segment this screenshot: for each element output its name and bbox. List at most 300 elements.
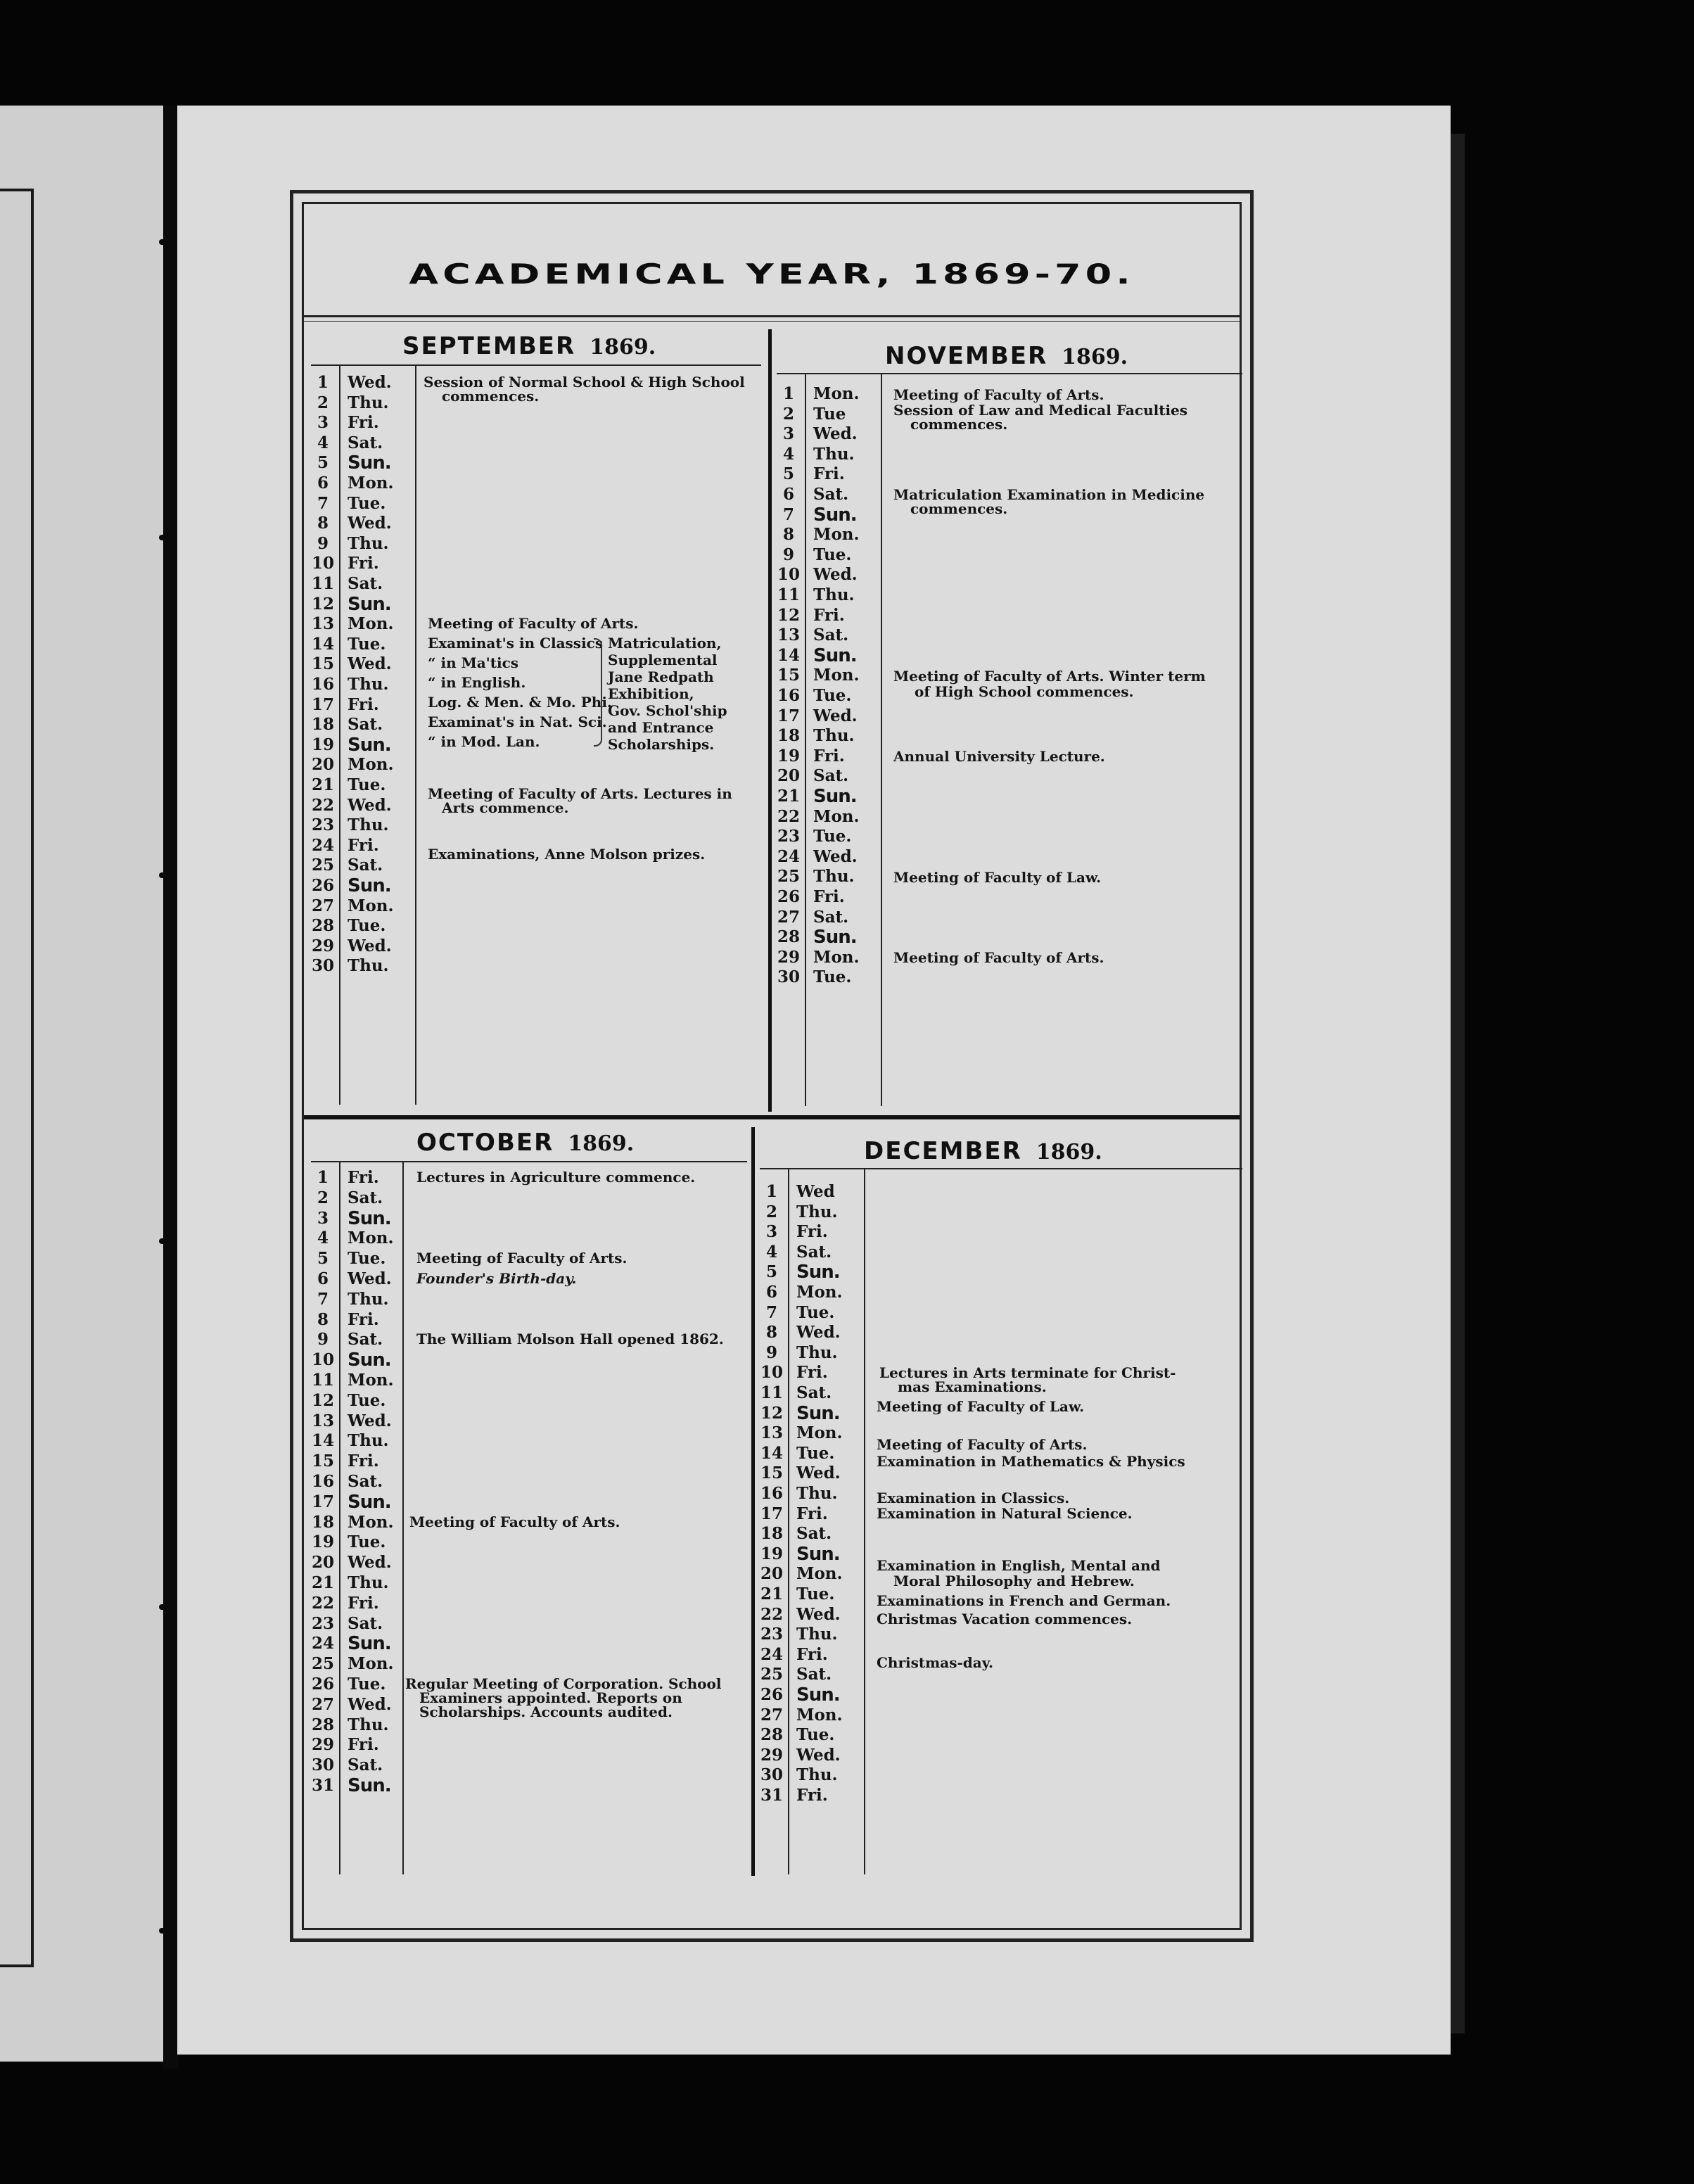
weekday: Thu.	[813, 444, 855, 464]
event-text: Meeting of Faculty of Arts.	[416, 1250, 628, 1266]
day-number: 9	[782, 545, 794, 564]
weekday: Fri.	[796, 1786, 828, 1805]
day-number: 27	[777, 907, 800, 927]
event-text: Scholarships. Accounts audited.	[419, 1703, 673, 1720]
weekday: Sat.	[348, 1613, 383, 1633]
day-row	[760, 1543, 840, 1565]
month-header-rule	[760, 1168, 1242, 1169]
day-number: 14	[311, 1431, 334, 1451]
day-number: 2	[317, 1188, 329, 1207]
month-header-rule	[311, 364, 761, 366]
day-row	[311, 393, 389, 412]
day-number: 3	[782, 424, 794, 444]
day-row	[760, 1564, 843, 1584]
weekday: Tue.	[348, 916, 386, 936]
day-number: 21	[311, 1573, 334, 1592]
brace	[594, 638, 602, 747]
weekday: Tue.	[813, 545, 852, 564]
stitch-mark	[159, 872, 179, 878]
day-number: 18	[311, 715, 334, 735]
month-name: DECEMBER	[864, 1137, 1022, 1165]
day-row	[311, 533, 389, 553]
weekday: Wed.	[348, 654, 392, 674]
day-number: 23	[777, 827, 800, 846]
day-row	[777, 706, 858, 725]
day-row	[777, 746, 845, 766]
day-number: 22	[311, 1593, 334, 1613]
day-row	[311, 514, 392, 533]
day-number: 12	[311, 1390, 334, 1410]
day-row	[777, 927, 857, 948]
weekday: Sat.	[813, 766, 849, 786]
day-row	[311, 1309, 379, 1329]
weekday: Fri.	[813, 746, 845, 766]
day-number: 17	[777, 706, 800, 725]
day-row	[760, 1443, 835, 1463]
event-text: Lectures in Arts terminate for Christ-	[879, 1364, 1176, 1381]
day-row	[311, 734, 391, 756]
day-row	[311, 413, 379, 433]
day-row	[311, 1654, 394, 1674]
day-number: 15	[777, 666, 800, 685]
weekday: Thu.	[348, 815, 389, 835]
day-number: 14	[760, 1443, 783, 1463]
day-number: 13	[760, 1423, 783, 1443]
weekday: Wed.	[348, 936, 392, 956]
weekday: Sun.	[348, 1207, 391, 1229]
day-number: 19	[311, 1532, 334, 1552]
weekday: Tue.	[813, 686, 852, 705]
day-number: 15	[311, 654, 334, 674]
event-text-italic: Founder's Birth-day.	[416, 1270, 577, 1287]
weekday: Thu.	[348, 1431, 389, 1451]
weekday: Wed.	[796, 1604, 841, 1624]
weekday: Mon.	[348, 896, 394, 915]
event-text: Examination in Mathematics & Physics	[877, 1453, 1185, 1470]
day-number: 22	[777, 806, 800, 826]
day-number: 5	[782, 464, 794, 484]
day-number: 25	[777, 867, 800, 887]
day-row	[311, 1675, 386, 1694]
day-number: 27	[311, 1694, 334, 1714]
weekday: Fri.	[348, 1168, 379, 1187]
weekday: Sat.	[348, 1188, 383, 1207]
month-year: 1869.	[1062, 345, 1128, 369]
weekday: Mon.	[348, 1654, 394, 1674]
day-number: 16	[311, 675, 334, 694]
event-text: Matriculation,	[608, 635, 722, 652]
day-number: 1	[317, 373, 329, 392]
day-number: 8	[317, 514, 329, 533]
day-row	[777, 645, 857, 666]
weekday: Tue.	[813, 967, 852, 987]
day-row	[760, 1242, 832, 1262]
weekday-rule	[402, 1162, 404, 1874]
day-row	[777, 766, 849, 786]
weekday: Mon.	[813, 384, 860, 403]
weekday: Wed	[796, 1182, 835, 1201]
event-text: Meeting of Faculty of Arts.	[893, 386, 1104, 403]
weekday: Sat.	[348, 1330, 383, 1350]
day-number: 19	[777, 746, 800, 766]
day-number: 26	[311, 876, 334, 895]
event-text: Regular Meeting of Corporation. School	[405, 1675, 722, 1692]
weekday: Mon.	[348, 755, 394, 775]
day-number: 20	[760, 1564, 783, 1584]
day-row	[777, 827, 852, 846]
weekday: Wed.	[796, 1745, 841, 1765]
weekday: Mon.	[796, 1564, 843, 1584]
event-text: Examinations, Anne Molson prizes.	[428, 846, 706, 863]
day-row	[760, 1786, 828, 1805]
day-number: 18	[760, 1524, 783, 1544]
day-number: 1	[782, 384, 794, 403]
weekday: Fri.	[348, 1452, 379, 1471]
day-number: 24	[760, 1644, 783, 1664]
day-number-rule	[805, 374, 806, 1106]
day-number: 31	[311, 1776, 334, 1795]
event-text: Examinations in French and German.	[877, 1592, 1171, 1609]
day-number: 11	[311, 1371, 334, 1390]
day-row	[760, 1464, 841, 1483]
day-number: 20	[311, 755, 334, 775]
weekday: Thu.	[796, 1765, 838, 1785]
event-text: Examination in Natural Science.	[877, 1505, 1133, 1522]
day-row	[311, 1613, 383, 1633]
day-number: 18	[311, 1512, 334, 1532]
day-row	[311, 956, 389, 976]
month-october	[311, 1126, 747, 1879]
day-number: 24	[777, 846, 800, 866]
day-row	[311, 1330, 383, 1350]
day-row	[311, 1168, 379, 1187]
day-row	[760, 1745, 841, 1765]
event-text: Session of Law and Medical Faculties	[893, 402, 1188, 419]
day-row	[777, 545, 852, 564]
weekday: Sat.	[348, 1756, 383, 1775]
weekday: Sun.	[813, 504, 857, 526]
facing-page-frame	[0, 189, 34, 1967]
day-row	[311, 1573, 389, 1592]
day-number: 6	[317, 1269, 329, 1288]
event-text: Meeting of Faculty of Arts.	[893, 949, 1104, 966]
day-row	[311, 1756, 383, 1775]
event-text: Examinat's in Nat. Sci.	[428, 713, 607, 730]
day-row	[311, 614, 394, 634]
day-row	[311, 755, 394, 775]
event-text: Meeting of Faculty of Arts.	[877, 1436, 1088, 1453]
weekday: Fri.	[813, 605, 845, 625]
event-text: Annual University Lecture.	[893, 748, 1105, 765]
day-row	[760, 1222, 828, 1242]
weekday: Sun.	[813, 927, 857, 948]
day-row	[777, 846, 858, 866]
weekday: Sun.	[348, 734, 391, 756]
day-number: 13	[311, 1411, 334, 1430]
day-number: 13	[777, 626, 800, 645]
day-number: 28	[311, 1715, 334, 1734]
weekday: Tue.	[348, 493, 386, 513]
column-divider-bottom	[751, 1127, 755, 1876]
day-row	[760, 1383, 832, 1402]
day-number: 11	[760, 1383, 783, 1402]
event-text: “ in English.	[428, 674, 526, 691]
day-row	[311, 856, 383, 875]
weekday: Sat.	[348, 856, 383, 875]
day-row	[311, 875, 391, 896]
month-september	[311, 325, 761, 1110]
day-number: 19	[760, 1544, 783, 1563]
day-number: 21	[777, 787, 800, 806]
day-number: 8	[782, 525, 794, 545]
day-number: 5	[317, 453, 329, 473]
day-row	[311, 1269, 392, 1288]
month-year: 1869.	[1036, 1140, 1102, 1164]
day-number: 4	[765, 1242, 777, 1262]
day-number: 22	[311, 795, 334, 815]
day-row	[777, 525, 860, 545]
weekday: Tue.	[348, 1532, 386, 1552]
weekday: Fri.	[796, 1363, 828, 1383]
day-number: 10	[311, 554, 334, 573]
weekday: Thu.	[796, 1484, 838, 1503]
day-row	[311, 835, 379, 855]
day-row	[311, 795, 392, 815]
day-number: 10	[777, 565, 800, 585]
day-row	[760, 1705, 843, 1725]
day-row	[311, 1249, 386, 1269]
weekday: Tue.	[348, 775, 386, 794]
day-number: 20	[311, 1553, 334, 1573]
month-title-september	[402, 332, 656, 360]
day-row	[777, 786, 857, 807]
weekday: Sun.	[813, 786, 857, 807]
day-row	[311, 1228, 394, 1248]
day-row	[311, 1491, 391, 1513]
day-number: 29	[760, 1745, 783, 1765]
day-number: 30	[311, 956, 334, 976]
weekday: Mon.	[813, 666, 860, 685]
weekday: Sun.	[348, 1633, 391, 1655]
day-number: 3	[317, 1208, 329, 1228]
day-row	[311, 775, 386, 794]
title-rule	[304, 315, 1240, 317]
day-number: 21	[311, 775, 334, 794]
day-row	[777, 726, 855, 746]
event-text: commences.	[442, 388, 540, 405]
weekday: Mon.	[348, 1228, 394, 1248]
day-number: 8	[765, 1323, 777, 1342]
day-row	[760, 1585, 835, 1604]
day-number: 9	[317, 533, 329, 553]
weekday: Thu.	[348, 956, 389, 976]
event-text: Scholarships.	[608, 736, 715, 753]
day-number: 28	[777, 927, 800, 947]
day-row	[311, 1694, 392, 1714]
section-divider	[304, 1115, 1240, 1119]
weekday: Fri.	[796, 1504, 828, 1523]
weekday: Thu.	[796, 1342, 838, 1362]
weekday: Sun.	[348, 875, 391, 896]
day-number: 12	[760, 1403, 783, 1423]
column-divider-top	[768, 329, 772, 1112]
calendar-frame-inner	[302, 202, 1242, 1930]
month-name: SEPTEMBER	[402, 332, 576, 360]
day-row	[760, 1625, 838, 1644]
day-row	[777, 887, 845, 906]
event-text: Examination in Classics.	[877, 1490, 1070, 1506]
day-row	[311, 452, 391, 474]
day-row	[311, 373, 392, 392]
event-text: “ in Ma'tics	[428, 654, 519, 671]
weekday: Tue.	[813, 827, 852, 846]
weekday: Thu.	[348, 393, 389, 412]
day-row	[777, 485, 849, 504]
day-row	[777, 867, 855, 887]
day-number: 4	[317, 433, 329, 452]
day-row	[311, 1775, 391, 1796]
event-text: Moral Philosophy and Hebrew.	[893, 1573, 1135, 1589]
weekday: Thu.	[796, 1202, 838, 1221]
weekday: Mon.	[813, 525, 860, 545]
weekday: Fri.	[348, 1735, 379, 1755]
day-number: 10	[760, 1363, 783, 1383]
day-row	[311, 1472, 383, 1491]
day-row	[311, 574, 383, 593]
day-number: 22	[760, 1604, 783, 1624]
day-row	[760, 1524, 832, 1544]
day-row	[777, 626, 849, 645]
day-row	[777, 947, 860, 967]
day-number: 28	[760, 1725, 783, 1745]
weekday: Tue.	[796, 1725, 835, 1745]
weekday: Sun.	[348, 1350, 391, 1371]
weekday: Tue	[813, 404, 846, 424]
weekday: Wed.	[813, 424, 858, 444]
day-number: 26	[777, 887, 800, 906]
page-edge-shadow	[1451, 134, 1465, 2033]
weekday: Mon.	[796, 1283, 843, 1302]
event-text: Meeting of Faculty of Law.	[877, 1398, 1085, 1415]
day-row	[311, 1350, 391, 1371]
day-number: 10	[311, 1350, 334, 1370]
day-number: 7	[765, 1302, 777, 1322]
weekday: Fri.	[813, 464, 845, 484]
weekday: Thu.	[813, 726, 855, 746]
weekday-rule	[864, 1169, 865, 1874]
day-row	[760, 1363, 828, 1383]
day-number: 2	[765, 1202, 777, 1221]
weekday: Sat.	[796, 1383, 832, 1402]
weekday: Wed.	[348, 373, 392, 392]
event-text: Meeting of Faculty of Arts.	[409, 1513, 620, 1530]
weekday: Sun.	[796, 1262, 840, 1283]
weekday: Sat.	[796, 1242, 832, 1262]
weekday: Wed.	[348, 1411, 392, 1430]
month-year: 1869.	[568, 1131, 635, 1156]
day-row	[777, 666, 860, 685]
weekday: Sun.	[796, 1684, 840, 1706]
event-text: Exhibition,	[608, 685, 694, 702]
weekday: Mon.	[348, 1371, 394, 1390]
weekday: Wed.	[348, 795, 392, 815]
event-text: Meeting of Faculty of Arts. Winter term	[893, 668, 1206, 685]
weekday: Wed.	[348, 514, 392, 533]
weekday: Fri.	[813, 887, 845, 906]
day-row	[760, 1262, 840, 1283]
day-row	[777, 404, 846, 424]
weekday: Mon.	[813, 947, 860, 967]
weekday: Wed.	[796, 1323, 841, 1342]
month-title-october	[416, 1129, 634, 1157]
day-row	[311, 1735, 379, 1755]
weekday-rule	[881, 374, 882, 1106]
day-row	[311, 1593, 379, 1613]
month-december	[760, 1126, 1242, 1879]
day-number: 12	[311, 594, 334, 614]
day-row	[777, 585, 855, 604]
weekday: Sat.	[813, 485, 849, 504]
day-row	[777, 504, 857, 526]
event-text: of High School commences.	[915, 683, 1134, 700]
day-number: 12	[777, 605, 800, 625]
day-number: 14	[311, 634, 334, 654]
day-row	[311, 493, 386, 513]
day-row	[311, 1188, 383, 1207]
day-row	[760, 1302, 835, 1322]
weekday: Wed.	[348, 1553, 392, 1573]
day-number: 6	[765, 1283, 777, 1302]
event-text: Examiners appointed. Reports on	[419, 1689, 682, 1706]
day-number: 16	[777, 686, 800, 705]
weekday: Tue.	[348, 1249, 386, 1269]
day-number: 11	[311, 574, 334, 593]
day-number: 16	[760, 1484, 783, 1503]
day-number: 30	[777, 967, 800, 987]
event-text: Examination in English, Mental and	[877, 1557, 1161, 1574]
day-row	[311, 1452, 379, 1471]
weekday: Thu.	[796, 1625, 838, 1644]
day-row	[760, 1182, 835, 1201]
weekday: Sat.	[348, 574, 383, 593]
weekday: Fri.	[348, 554, 379, 573]
day-row	[311, 936, 392, 956]
day-number: 20	[777, 766, 800, 786]
weekday: Wed.	[796, 1464, 841, 1483]
day-row	[311, 1207, 391, 1229]
day-row	[311, 1553, 392, 1573]
day-row	[311, 654, 392, 674]
stitch-mark	[159, 1928, 179, 1934]
day-number: 29	[777, 947, 800, 967]
event-text: Session of Normal School & High School	[424, 374, 745, 391]
page-title: ACADEMICAL YEAR, 1869-70.	[409, 258, 1135, 291]
day-row	[311, 474, 394, 493]
day-row	[311, 675, 389, 694]
weekday: Thu.	[813, 585, 855, 604]
weekday: Sun.	[348, 1775, 391, 1796]
day-row	[777, 907, 849, 927]
book-spine	[163, 106, 179, 2069]
day-row	[760, 1665, 832, 1684]
weekday: Tue.	[796, 1585, 835, 1604]
day-number: 16	[311, 1472, 334, 1491]
day-number: 27	[760, 1705, 783, 1725]
day-row	[777, 384, 860, 403]
weekday-rule	[415, 366, 416, 1105]
stitch-mark	[159, 535, 179, 540]
day-row	[777, 686, 852, 705]
